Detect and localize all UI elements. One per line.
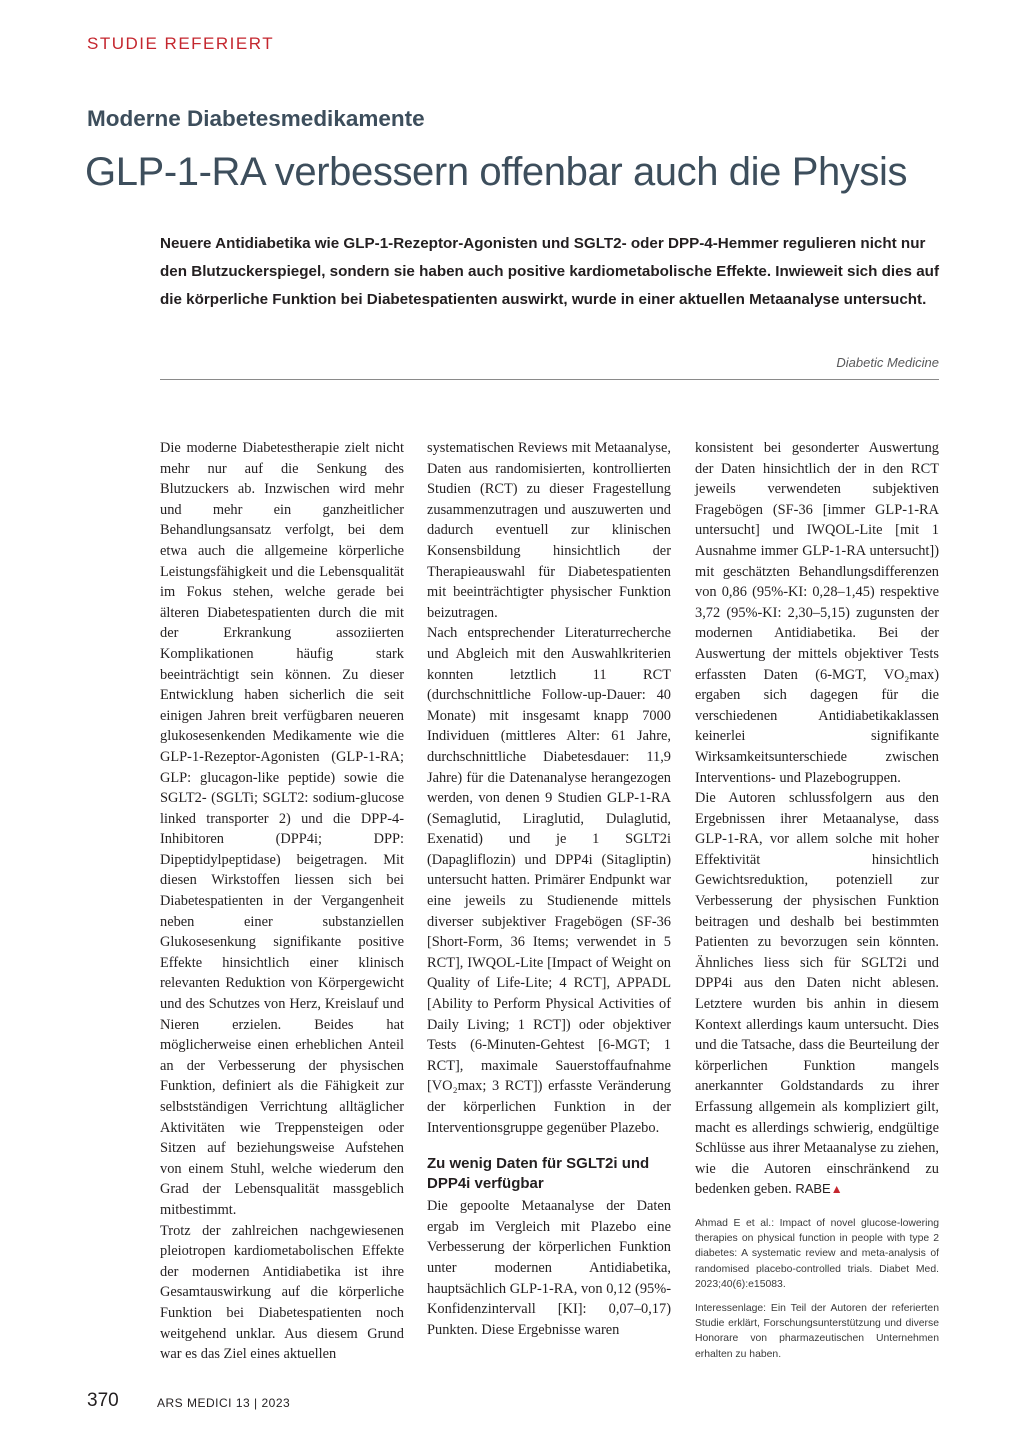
lead-text: Neuere Antidiabetika wie GLP-1-Rezeptor-Agonisten und SGLT2- oder DPP-4-Hemmer regulieren nicht nur den Blutzuckerspiegel, sondern sie haben auch positive kardiometabolische Effekte. Inwieweit sich dies auf die körperliche Funktion bei Diabetespatienten auswirkt, wurde in einer aktuellen Metaanalyse untersucht.: [160, 235, 939, 308]
body-column-1: [160, 438, 404, 1365]
article-headline: GLP-1-RA verbessern offenbar auch die Physis: [85, 150, 908, 194]
conclusion-text: Die Autoren schlussfolgern aus den Ergebnissen ihrer Metaanalyse, dass GLP-1-RA, vor allem solche mit hoher Effektivität hinsichtlich Gewichtsreduktion, potenziell zur Verbesserung der physischen Funktion beitragen und deshalb bei bestimmten Patienten zu bevorzugen sein könnten. Ähnliches liess sich für SGLT2i und DPP4i aus den Daten nicht ablesen. Letztere wurden bis anhin in diesem Kontext allerdings kaum untersucht. Dies und die Tatsache, dass die Beurteilung der körperlichen Funktion mangels anerkannter Goldstandards zu ihrer Erfassung allgemein als kompliziert gilt, macht es allerdings schwierig, endgültige Schlüsse aus ihrer Metaanalyse zu ziehen, wie die Autoren einschränkend zu bedenken geben.: [695, 790, 939, 1198]
page-footer: [87, 1390, 487, 1412]
article-kicker: Moderne Diabetesmedikamente: [87, 106, 425, 131]
divider-rule: [160, 379, 939, 380]
body-column-2: [427, 438, 671, 1340]
body-column-3: [695, 438, 939, 1371]
source-credit: Diabetic Medicine: [836, 355, 939, 370]
article-lead: [160, 230, 940, 314]
body-paragraph: Die moderne Diabetestherapie zielt nicht mehr nur auf die Senkung des Blutzuckers ab. Inzwischen wird mehr und mehr ein ganzheitlicher Behandlungsansatz verfolgt, bei dem etwa auch die allgemeine körperliche Leistungsfähigkeit und die Lebensqualität im Fokus stehen, welche gerade bei älteren Diabetespatienten durch die mit der Erkrankung assoziierten Komplikationen häufig stark beeinträchtigt sein können. Zu dieser Entwicklung haben sicherlich die seit einigen Jahren breit verfügbaren neueren glukosesenkenden Medikamente wie die GLP-1-Rezeptor-Agonisten (GLP-1-RA; GLP: glucagon-like peptide) sowie die SGLT2- (SGLTi; SGLT2: sodium-glucose linked transporter 2) und die DPP-4-Inhibitoren (DPP4i; DPP: Dipeptidylpeptidase) beigetragen. Mit diesen Wirkstoffen liessen sich bei Diabetespatienten in der Vergangenheit neben einer substanziellen Glukosesenkung signifikante positive Effekte hinsichtlich einer klinisch relevanten Reduktion von Körpergewicht und des Schutzes von Herz, Kreislauf und Nieren erzielen. Beides hat möglicherweise einen erheblichen Anteil an der Verbesserung der physischen Funktion, definiert als die Fähigkeit zur selbstständigen Verrichtung alltäglicher Aktivitäten wie Treppensteigen oder Sitzen auf beziehungsweise Aufstehen von einem Stuhl, welche wiederum den Grad der Lebensqualität massgeblich mitbestimmt.: [160, 440, 404, 1218]
section-heading: Zu wenig Daten für SGLT2i und DPP4i verfügbar: [427, 1155, 650, 1193]
author-sign: RABE: [795, 1181, 831, 1197]
body-paragraph: systematischen Reviews mit Metaanalyse, Daten aus randomisierten, kontrollierten Studien (RCT) zu dieser Fragestellung zusammenzutragen und auszuwerten und dadurch eventuell zur klinischen Konsensbildung hinsichtlich der Therapieauswahl für Diabetespatienten mit beeinträchtigter physischer Funktion beizutragen.: [427, 440, 671, 621]
conflict-of-interest: Interessenlage: Ein Teil der Autoren der referierten Studie erklärt, Forschungsunterstützung und diverse Honorare von pharmazeutischen Unternehmen erhalten zu haben.: [695, 1302, 939, 1360]
section-label: STUDIE REFERIERT: [87, 34, 275, 53]
body-paragraph: Nach entsprechender Literaturrecherche und Abgleich mit den Auswahlkriterien konnten letztlich 11 RCT (durchschnittliche Follow-up-Dauer: 40 Monate) mit insgesamt knapp 7000 Individuen (mittleres Alter: 61 Jahre, durchschnittliche Diabetesdauer: 11,9 Jahre) für die Datenanalyse herangezogen werden, von denen 9 Studien GLP-1-RA (Semaglutid, Liraglutid, Dulaglutid, Exenatid) und je 1 SGLT2i (Dapagliflozin) und DPP4i (Sitagliptin) untersucht hatten. Primärer Endpunkt war eine jeweils zu Studienende mittels diverser subjektiver Fragebögen (SF-36 [Short-Form, 36 Items; verwendet in 5 RCT], IWQOL-Lite [Impact of Weight on Quality of Life-Lite; 4 RCT], APPADL [Ability to Perform Physical Activities of Daily Living; 1 RCT]) oder objektiver Tests (6-Minuten-Gehtest [6-MGT; 1 RCT], maximale Sauerstoffaufnahme [VO₂max; 3 RCT]) erfasste Veränderung der körperlichen Funktion in der Interventionsgruppe gegenüber Plazebo.: [427, 625, 671, 1136]
page-number: 370: [87, 1390, 119, 1411]
issue-label: ARS MEDICI 13 | 2023: [157, 1396, 291, 1410]
references: [695, 1216, 939, 1362]
body-paragraph: konsistent bei gesonderter Auswertung der Daten hinsichtlich der in den RCT jeweils verwendeten subjektiven Fragebögen (SF-36 [immer GLP-1-RA untersucht] und IWQOL-Lite [mit 1 Ausnahme immer GLP-1-RA untersucht]) mit geschätzten Behandlungsdifferenzen von 0,86 (95%-KI: 0,28–1,45) respektive 3,72 (95%-KI: 2,30–5,15) zugunsten der modernen Antidiabetika. Bei der Auswertung der mittels objektiver Tests erfassten Daten (6-MGT, VO₂max) ergaben sich dagegen für die verschiedenen Antidiabetikaklassen keinerlei signifikante Wirksamkeitsunterschiede zwischen Interventions- und Plazebogruppen.: [695, 440, 939, 786]
citation: Ahmad E et al.: Impact of novel glucose-lowering therapies on physical function in people with type 2 diabetes: A systematic review and meta-analysis of randomised placebo-controlled trials. Diabet Med. 2023;40(6):e15083.: [695, 1217, 939, 1290]
end-mark-icon: ▲: [830, 1182, 843, 1197]
body-paragraph: [695, 788, 939, 1200]
body-paragraph: Die gepoolte Metaanalyse der Daten ergab im Vergleich mit Plazebo eine Verbesserung der körperlichen Funktion unter modernen Antidiabetika, hauptsächlich GLP-1-RA, von 0,12 (95%-Konfidenzintervall [KI]: 0,07–0,17) Punkten. Diese Ergebnisse waren: [427, 1198, 671, 1338]
body-paragraph: Trotz der zahlreichen nachgewiesenen pleiotropen kardiometabolischen Effekte der modernen Antidiabetika ist ihre Gesamtauswirkung auf die körperliche Funktion bei Diabetespatienten noch weitgehend unklar. Aus diesem Grund war es das Ziel eines aktuellen: [160, 1222, 404, 1363]
